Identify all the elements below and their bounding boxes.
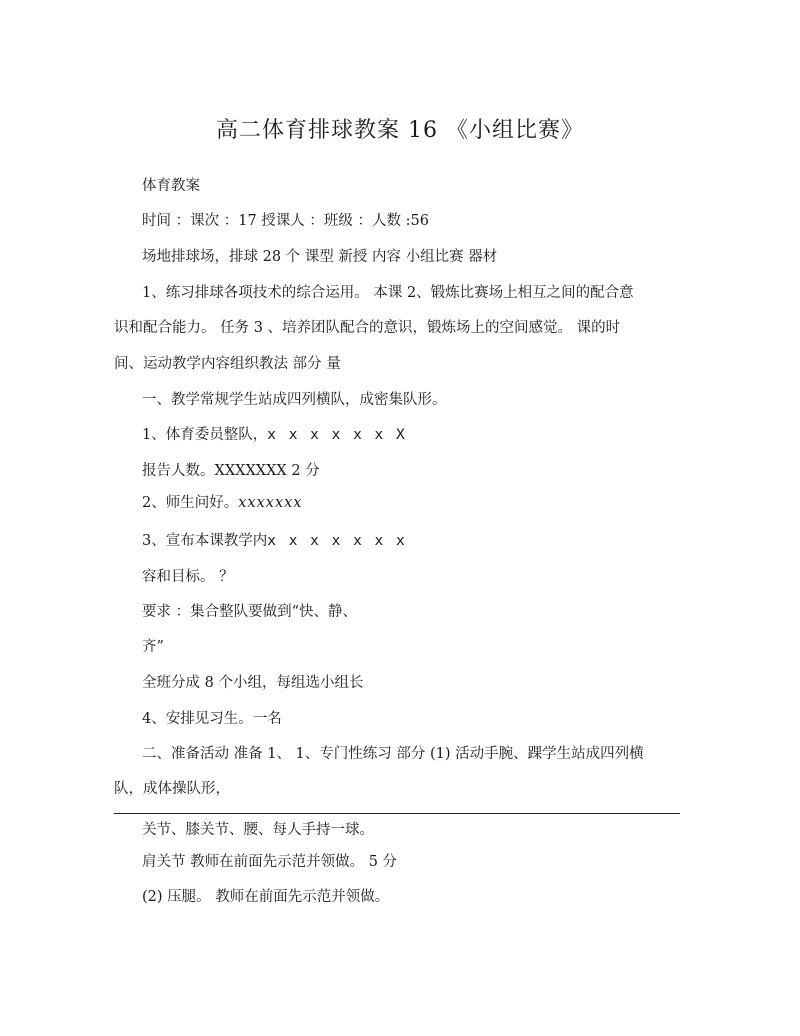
text-segment: 2、师生问好。 <box>142 495 239 511</box>
text-line: 关节、膝关节、腰、每人手持一球。 <box>142 822 374 838</box>
text-line: 齐” <box>142 639 164 655</box>
formation-marks: x x x x x x x <box>267 533 407 549</box>
text-segment: 3、宣布本课教学内 <box>142 533 268 549</box>
formation-marks: ⅹⅹⅹⅹⅹⅹⅹ <box>238 495 303 511</box>
text-line: 队，成体操队形， <box>114 781 230 797</box>
text-line: 体育教案 <box>142 178 200 194</box>
text-line: 二、准备活动 准备 1、 1、专门性练习 部分 (1) 活动手腕、踝学生站成四列横 <box>142 746 644 762</box>
text-line: 间、运动教学内容组织教法 部分 量 <box>114 356 341 372</box>
text-segment: 1、体育委员整队， <box>142 427 268 443</box>
text-line: 场地排球场，排球 28 个 课型 新授 内容 小组比赛 器材 <box>142 249 498 265</box>
text-line: 识和配合能力。 任务 3 、培养团队配合的意识，锻炼场上的空间感觉。 课的时 <box>114 320 621 336</box>
text-line <box>142 493 302 513</box>
text-line: 肩关节 教师在前面先示范并领做。 5 分 <box>142 854 398 870</box>
text-line: 要求 ：集合整队要做到“快、静、 <box>142 604 358 620</box>
text-line: 1、练习排球各项技术的综合运用。 本课 2、锻炼比赛场上相互之间的配合意 <box>142 285 634 301</box>
text-line: 容和目标。 ？ <box>142 569 234 585</box>
text-line <box>142 425 407 445</box>
text-line: 报告人数。XXXXXXX 2 分 <box>142 463 320 479</box>
text-line: (2) 压腿。 教师在前面先示范并领做。 <box>142 889 390 905</box>
text-line: 全班分成 8 个小组，每组选小组长 <box>142 675 364 691</box>
document-title: 高二体育排球教案 16 《小组比赛》 <box>216 118 584 143</box>
text-line: 一、教学常规学生站成四列横队，成密集队形。 <box>142 392 447 408</box>
text-line: 4、安排见习生。一名 <box>142 711 282 727</box>
horizontal-rule <box>114 813 680 814</box>
text-line <box>142 531 407 551</box>
formation-marks: x x x x x x X <box>267 427 407 443</box>
text-line: 时间 ：课次 ：17 授课人 ：班级 ：人数 :56 <box>142 213 429 229</box>
